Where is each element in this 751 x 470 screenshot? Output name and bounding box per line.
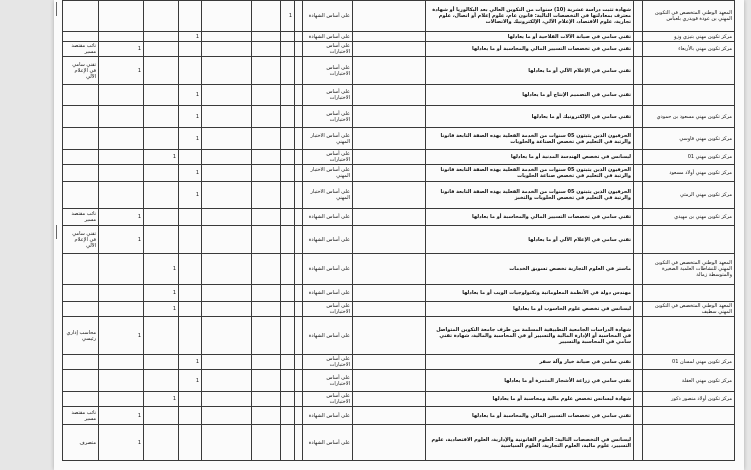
post-cell — [63, 32, 99, 42]
spacer-cell — [202, 317, 252, 355]
count-cell: 1 — [99, 57, 144, 85]
spacer-cell — [252, 85, 281, 106]
spacer-cell — [202, 128, 252, 150]
recruitment-mode-cell: على أساس الاختبار المهني — [303, 165, 353, 182]
count-cell — [281, 150, 295, 165]
recruitment-mode-cell: على أساس الاختبار المهني — [303, 128, 353, 150]
qualification-cell: تقني سامي في زراعة الأشجار المثمرة أو ما يعادلها — [426, 370, 634, 392]
spacer-cell — [202, 302, 252, 317]
spacer-cell — [295, 106, 303, 128]
count-cell: 1 — [144, 302, 179, 317]
institution-cell: مركز تكوين مهني مسعود بن حمودي — [643, 106, 735, 128]
spacer-cell — [295, 165, 303, 182]
spacer-cell — [634, 128, 643, 150]
spacer-cell — [634, 42, 643, 57]
spacer-cell — [634, 392, 643, 407]
spacer-cell — [353, 1, 426, 32]
recruitment-table — [62, 0, 735, 461]
spacer-cell — [353, 254, 426, 285]
spacer-cell — [252, 32, 281, 42]
post-cell: نائب مقتصد مسير — [63, 209, 99, 226]
qualification-cell: تقني سامي في صيانة خيار وآلة سفر — [426, 355, 634, 370]
institution-cell: مركز تكوين مهني بتيزي وزو — [643, 32, 735, 42]
count-cell — [179, 254, 202, 285]
spacer-cell — [634, 254, 643, 285]
recruitment-mode-cell: على أساس الاختبارات — [303, 302, 353, 317]
post-cell — [63, 128, 99, 150]
count-cell — [144, 1, 179, 32]
count-cell — [281, 57, 295, 85]
count-cell — [144, 42, 179, 57]
spacer-cell — [295, 302, 303, 317]
count-cell: 1 — [99, 425, 144, 461]
count-cell — [281, 226, 295, 254]
count-cell — [281, 254, 295, 285]
count-cell — [281, 165, 295, 182]
table-row — [63, 254, 735, 285]
spacer-cell — [353, 106, 426, 128]
count-cell — [179, 42, 202, 57]
spacer-cell — [202, 150, 252, 165]
table-row — [63, 42, 735, 57]
institution-cell — [643, 317, 735, 355]
count-cell: 1 — [179, 128, 202, 150]
qualification-cell: تقني سامي في تخصصات التسيير المالي والمحاسبة أو ما يعادلها — [426, 42, 634, 57]
institution-cell: المعهد الوطني المتخصص في التكوين المهني سطيف — [643, 302, 735, 317]
count-cell — [281, 370, 295, 392]
count-cell: 1 — [144, 285, 179, 302]
spacer-cell — [634, 302, 643, 317]
count-cell — [99, 128, 144, 150]
post-cell — [63, 370, 99, 392]
qualification-cell: شهادة الدراسات الجامعية التطبيقية المسلمة من طرف جامعة التكوين المتواصل في المحاسبة أو الإدارة المالية والتسيير أو في المحاسبة والمالية، شهادة تقني سامي في المحاسبة والتسيير — [426, 317, 634, 355]
spacer-cell — [252, 355, 281, 370]
recruitment-mode-cell: على أساس الاختبارات — [303, 370, 353, 392]
recruitment-mode-cell: على أساس الاختبارات — [303, 42, 353, 57]
institution-cell — [643, 85, 735, 106]
spacer-cell — [252, 407, 281, 425]
count-cell — [144, 85, 179, 106]
post-cell: متصرف — [63, 425, 99, 461]
count-cell: 1 — [144, 150, 179, 165]
count-cell — [144, 32, 179, 42]
post-cell — [63, 1, 99, 32]
institution-cell: مركز تكوين مهني الرمثي — [643, 182, 735, 209]
spacer-cell — [202, 285, 252, 302]
institution-cell: مركز تكوين مهني العقلة — [643, 370, 735, 392]
count-cell — [179, 302, 202, 317]
count-cell — [281, 317, 295, 355]
spacer-cell — [252, 425, 281, 461]
spacer-cell — [295, 254, 303, 285]
recruitment-mode-cell: على أساس الاختبارات — [303, 392, 353, 407]
spacer-cell — [252, 128, 281, 150]
count-cell — [281, 425, 295, 461]
spacer-cell — [353, 57, 426, 85]
post-cell: محاسب إداري رئيسي — [63, 317, 99, 355]
spacer-cell — [353, 425, 426, 461]
spacer-cell — [202, 226, 252, 254]
count-cell — [144, 425, 179, 461]
count-cell: 1 — [179, 370, 202, 392]
recruitment-mode-cell: على أساس الشهادة — [303, 254, 353, 285]
count-cell — [144, 182, 179, 209]
spacer-cell — [252, 302, 281, 317]
post-cell: نائب مقتصد مسير — [63, 407, 99, 425]
spacer-cell — [252, 106, 281, 128]
count-cell: 1 — [179, 182, 202, 209]
count-cell — [144, 165, 179, 182]
post-cell — [63, 302, 99, 317]
spacer-cell — [634, 317, 643, 355]
count-cell — [99, 355, 144, 370]
spacer-cell — [634, 32, 643, 42]
institution-cell — [643, 226, 735, 254]
spacer-cell — [295, 128, 303, 150]
spacer-cell — [295, 42, 303, 57]
count-cell — [99, 285, 144, 302]
table-row — [63, 106, 735, 128]
spacer-cell — [202, 209, 252, 226]
institution-cell: مركز تكوين مهني بالأربعاء — [643, 42, 735, 57]
post-cell: نائب مقتصد مسير — [63, 42, 99, 57]
spacer-cell — [252, 226, 281, 254]
count-cell — [179, 407, 202, 425]
recruitment-mode-cell: على أساس الاختبارات — [303, 57, 353, 85]
qualification-cell: شهادة ليسانس تخصص علوم مالية ومحاسبة أو ما يعادلها — [426, 392, 634, 407]
recruitment-mode-cell: على أساس الاختبار المهني — [303, 182, 353, 209]
spacer-cell — [252, 57, 281, 85]
qualification-cell: ليسانس في التخصصات التالية: العلوم القانونية والإدارية، العلوم الاقتصادية، علوم التسيير، علوم مالية، العلوم التجارية، العلوم السياسية — [426, 425, 634, 461]
spacer-cell — [295, 285, 303, 302]
institution-cell — [643, 285, 735, 302]
post-cell — [63, 165, 99, 182]
recruitment-mode-cell: على أساس الشهادة — [303, 285, 353, 302]
table-row — [63, 355, 735, 370]
count-cell — [281, 285, 295, 302]
spacer-cell — [252, 42, 281, 57]
recruitment-mode-cell: على أساس الشهادة — [303, 407, 353, 425]
table-row — [63, 407, 735, 425]
table-row — [63, 165, 735, 182]
spacer-cell — [353, 32, 426, 42]
institution-cell: مركز تكوين أولاد منصور ذكور — [643, 392, 735, 407]
count-cell: 1 — [144, 392, 179, 407]
table-row — [63, 302, 735, 317]
count-cell — [99, 85, 144, 106]
count-cell: 1 — [99, 209, 144, 226]
spacer-cell — [202, 106, 252, 128]
spacer-cell — [252, 285, 281, 302]
count-cell — [179, 392, 202, 407]
spacer-cell — [252, 1, 281, 32]
spacer-cell — [353, 317, 426, 355]
table-row — [63, 128, 735, 150]
count-cell — [281, 392, 295, 407]
recruitment-mode-cell: على أساس الشهادة — [303, 32, 353, 42]
count-cell: 1 — [179, 165, 202, 182]
spacer-cell — [295, 370, 303, 392]
count-cell — [144, 407, 179, 425]
institution-cell: مركز تكوين مهني أولاد مسعود — [643, 165, 735, 182]
count-cell — [281, 42, 295, 57]
spacer-cell — [353, 285, 426, 302]
count-cell — [144, 57, 179, 85]
table-row — [63, 285, 735, 302]
count-cell: 1 — [179, 355, 202, 370]
spacer-cell — [634, 226, 643, 254]
post-cell — [63, 106, 99, 128]
document-page — [54, 0, 744, 470]
spacer-cell — [353, 128, 426, 150]
count-cell — [144, 370, 179, 392]
spacer-cell — [252, 254, 281, 285]
spacer-cell — [634, 57, 643, 85]
count-cell: 1 — [179, 106, 202, 128]
table-row — [63, 1, 735, 32]
spacer-cell — [295, 150, 303, 165]
count-cell — [99, 182, 144, 209]
spacer-cell — [634, 209, 643, 226]
qualification-cell: تقني سامي في الإلكترونيك أو ما يعادلها — [426, 106, 634, 128]
count-cell: 1 — [144, 254, 179, 285]
spacer-cell — [202, 165, 252, 182]
spacer-cell — [634, 182, 643, 209]
table-row — [63, 209, 735, 226]
institution-cell: مركز تكوين مهني بن مهيدي — [643, 209, 735, 226]
recruitment-mode-cell: على أساس الشهادة — [303, 226, 353, 254]
spacer-cell — [353, 370, 426, 392]
qualification-cell: ماستر في العلوم التجارية تخصص تسويق الخدمات — [426, 254, 634, 285]
qualification-cell: الحرفيون الذين يثبتون 05 سنوات من الخدمة الفعلية بهذه الصفة التابعة قانونا والرتبة في التعليم في تخصص الحلويات والتخبز — [426, 182, 634, 209]
spacer-cell — [295, 57, 303, 85]
spacer-cell — [252, 392, 281, 407]
count-cell: 1 — [99, 317, 144, 355]
spacer-cell — [202, 370, 252, 392]
qualification-cell: ليسانس في تخصص الهندسة المدنية أو ما يعادلها — [426, 150, 634, 165]
post-cell — [63, 254, 99, 285]
post-cell — [63, 182, 99, 209]
spacer-cell — [252, 317, 281, 355]
table-row — [63, 85, 735, 106]
spacer-cell — [295, 209, 303, 226]
spacer-cell — [202, 425, 252, 461]
recruitment-mode-cell: على أساس الشهادة — [303, 209, 353, 226]
qualification-cell: الحرفيون الذين يثبتون 05 سنوات من الخدمة الفعلية بهذه الصفة التابعة قانونا والرتبة في التعليم في تخصص صناعة الحلويات — [426, 165, 634, 182]
spacer-cell — [202, 85, 252, 106]
count-cell — [179, 285, 202, 302]
qualification-cell: تقني سامي في تخصصات التسيير المالي والمحاسبة أو ما يعادلها — [426, 407, 634, 425]
post-cell — [63, 85, 99, 106]
spacer-cell — [295, 407, 303, 425]
spacer-cell — [634, 165, 643, 182]
spacer-cell — [295, 226, 303, 254]
table-row — [63, 370, 735, 392]
spacer-cell — [634, 1, 643, 32]
institution-cell — [643, 425, 735, 461]
recruitment-mode-cell: على أساس الاختبارات — [303, 355, 353, 370]
table-row — [63, 425, 735, 461]
count-cell — [281, 302, 295, 317]
spacer-cell — [202, 1, 252, 32]
recruitment-mode-cell: على أساس الشهادة — [303, 425, 353, 461]
spacer-cell — [353, 355, 426, 370]
count-cell — [281, 182, 295, 209]
count-cell — [99, 392, 144, 407]
recruitment-mode-cell: على أساس الاختبارات — [303, 106, 353, 128]
post-cell: تقني سامي في الإعلام الآلي — [63, 57, 99, 85]
institution-cell — [643, 407, 735, 425]
count-cell — [144, 106, 179, 128]
table-row — [63, 182, 735, 209]
count-cell — [99, 1, 144, 32]
qualification-cell: ليسانس في تخصص علوم الحاسوب أو ما يعادلها — [426, 302, 634, 317]
spacer-cell — [353, 182, 426, 209]
count-cell — [144, 317, 179, 355]
recruitment-mode-cell: على أساس الاختبارات — [303, 150, 353, 165]
institution-cell: مركز تكوين مهني قاوسي — [643, 128, 735, 150]
qualification-cell: مهندس دولة في الأنظمة المعلوماتية وتكنولوجيات الويب أو ما يعادلها — [426, 285, 634, 302]
institution-cell: المعهد الوطني المتخصص في التكوين المهني بن عودة قويدري بلعباس — [643, 1, 735, 32]
recruitment-mode-cell: على أساس الاختبارات — [303, 85, 353, 106]
spacer-cell — [634, 355, 643, 370]
count-cell — [99, 32, 144, 42]
count-cell — [179, 57, 202, 85]
count-cell — [281, 106, 295, 128]
count-cell — [144, 355, 179, 370]
count-cell — [99, 165, 144, 182]
table-row — [63, 32, 735, 42]
spacer-cell — [202, 355, 252, 370]
table-row — [63, 57, 735, 85]
spacer-cell — [353, 85, 426, 106]
count-cell: 1 — [99, 42, 144, 57]
institution-cell — [643, 57, 735, 85]
count-cell — [281, 85, 295, 106]
spacer-cell — [295, 182, 303, 209]
spacer-cell — [295, 425, 303, 461]
count-cell — [281, 407, 295, 425]
institution-cell: مركز تكوين مهني لمسان 01 — [643, 355, 735, 370]
spacer-cell — [353, 392, 426, 407]
spacer-cell — [634, 106, 643, 128]
count-cell — [281, 128, 295, 150]
spacer-cell — [353, 165, 426, 182]
count-cell — [179, 425, 202, 461]
spacer-cell — [353, 150, 426, 165]
table-row — [63, 392, 735, 407]
spacer-cell — [353, 302, 426, 317]
spacer-cell — [295, 355, 303, 370]
spacer-cell — [634, 425, 643, 461]
count-cell — [99, 370, 144, 392]
count-cell — [281, 209, 295, 226]
post-cell — [63, 355, 99, 370]
count-cell — [179, 1, 202, 32]
count-cell — [99, 302, 144, 317]
spacer-cell — [353, 209, 426, 226]
count-cell: 1 — [99, 407, 144, 425]
count-cell — [281, 355, 295, 370]
count-cell — [99, 254, 144, 285]
spacer-cell — [252, 182, 281, 209]
post-cell — [63, 150, 99, 165]
margin-mark — [56, 2, 61, 16]
count-cell — [281, 32, 295, 42]
count-cell: 1 — [281, 1, 295, 32]
table-row — [63, 150, 735, 165]
count-cell: 1 — [99, 226, 144, 254]
post-cell — [63, 285, 99, 302]
count-cell: 1 — [179, 85, 202, 106]
table-row — [63, 226, 735, 254]
post-cell — [63, 392, 99, 407]
qualification-cell: تقني سامي في التصميم الإنتاج أو ما يعادلها — [426, 85, 634, 106]
spacer-cell — [202, 254, 252, 285]
recruitment-mode-cell: على أساس الشهادة — [303, 317, 353, 355]
institution-cell: المعهد الوطني المتخصص في التكوين المهني للنشاطات العلمية الصغيرة والمتوسطة زمالة — [643, 254, 735, 285]
spacer-cell — [252, 165, 281, 182]
spacer-cell — [295, 32, 303, 42]
qualification-cell: الحرفيون الذين يثبتون 05 سنوات من الخدمة الفعلية بهذه الصفة التابعة قانونا والرتبة في التعليم في تخصص الصناعة والحلويات — [426, 128, 634, 150]
spacer-cell — [634, 285, 643, 302]
count-cell — [179, 150, 202, 165]
spacer-cell — [353, 226, 426, 254]
spacer-cell — [353, 407, 426, 425]
qualification-cell: تقني سامي في الإعلام الآلي أو ما يعادلها — [426, 226, 634, 254]
qualification-cell: تقني سامي في الإعلام الآلي أو ما يعادلها — [426, 57, 634, 85]
table-row — [63, 317, 735, 355]
spacer-cell — [634, 150, 643, 165]
spacer-cell — [295, 392, 303, 407]
spacer-cell — [202, 392, 252, 407]
qualification-cell: شهادة تثبت دراسة عشرية (10) سنوات من التكوين العالي بعد البكالوريا أو شهادة معترف بمعادلتها في التخصصات التالية: قانون عام، علوم إعلام أو اتصال، علوم تجارية، علوم الاقتصاد، الإعلام الآلي، الإلكترونيك والاتصالات — [426, 1, 634, 32]
spacer-cell — [295, 1, 303, 32]
institution-cell: مركز تكوين مهني 01 — [643, 150, 735, 165]
qualification-cell: تقني سامي في تخصصات التسيير المالي والمحاسبة أو ما يعادلها — [426, 209, 634, 226]
spacer-cell — [634, 407, 643, 425]
count-cell — [179, 209, 202, 226]
count-cell: 1 — [179, 32, 202, 42]
recruitment-mode-cell: على أساس الشهادة — [303, 1, 353, 32]
spacer-cell — [634, 85, 643, 106]
count-cell — [144, 209, 179, 226]
count-cell — [179, 317, 202, 355]
count-cell — [99, 150, 144, 165]
spacer-cell — [202, 407, 252, 425]
count-cell — [144, 226, 179, 254]
spacer-cell — [202, 42, 252, 57]
spacer-cell — [202, 182, 252, 209]
spacer-cell — [295, 85, 303, 106]
spacer-cell — [252, 370, 281, 392]
spacer-cell — [252, 209, 281, 226]
spacer-cell — [295, 317, 303, 355]
count-cell — [99, 106, 144, 128]
count-cell — [144, 128, 179, 150]
count-cell — [179, 226, 202, 254]
spacer-cell — [202, 57, 252, 85]
margin-mark — [56, 225, 61, 239]
spacer-cell — [202, 32, 252, 42]
spacer-cell — [252, 150, 281, 165]
post-cell: تقني سامي في الإعلام الآلي — [63, 226, 99, 254]
spacer-cell — [634, 370, 643, 392]
spacer-cell — [353, 42, 426, 57]
qualification-cell: تقني سامي في صيانة الآلات الفلاحية أو ما يعادلها — [426, 32, 634, 42]
